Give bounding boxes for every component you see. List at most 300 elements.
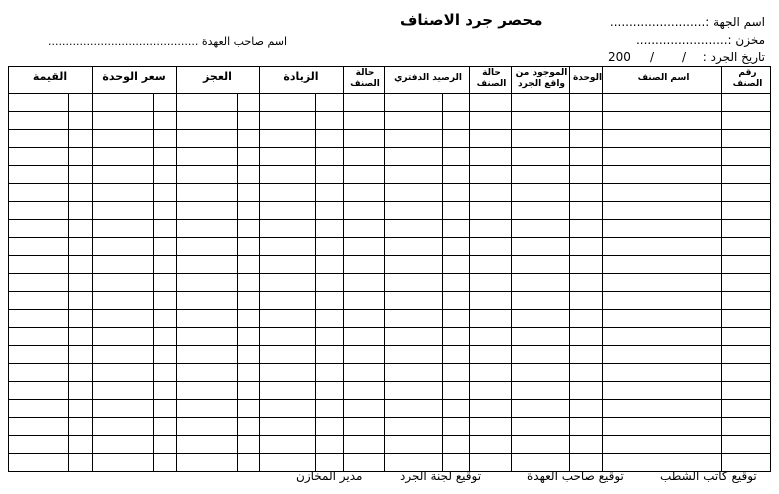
table-cell: [238, 220, 260, 238]
table-cell: [569, 94, 602, 112]
table-cell: [721, 130, 770, 148]
table-cell: [385, 310, 442, 328]
table-cell: [511, 274, 569, 292]
table-cell: [385, 166, 442, 184]
table-cell: [154, 310, 177, 328]
table-cell: [260, 400, 316, 418]
table-cell: [511, 346, 569, 364]
table-cell: [9, 256, 69, 274]
table-cell: [93, 382, 154, 400]
table-row: [9, 310, 771, 328]
table-cell: [721, 382, 770, 400]
table-cell: [177, 418, 238, 436]
table-cell: [385, 202, 442, 220]
table-cell: [177, 454, 238, 472]
table-cell: [69, 400, 93, 418]
table-cell: [511, 184, 569, 202]
table-cell: [9, 364, 69, 382]
table-cell: [177, 112, 238, 130]
table-cell: [602, 148, 721, 166]
table-cell: [469, 310, 511, 328]
table-cell: [344, 274, 385, 292]
table-cell: [260, 310, 316, 328]
table-cell: [177, 184, 238, 202]
table-cell: [93, 184, 154, 202]
table-cell: [602, 418, 721, 436]
signature-manager: مدير المخازن: [296, 469, 363, 483]
table-cell: [511, 382, 569, 400]
page-title: محصر جرد الاصناف: [400, 11, 543, 29]
col-header-item-name: اسم الصنف: [637, 73, 690, 83]
table-row: [9, 238, 771, 256]
table-cell: [93, 436, 154, 454]
table-cell: [260, 202, 316, 220]
signature-clerk: توقيع كاتب الشطب: [660, 469, 757, 483]
table-cell: [316, 346, 344, 364]
table-cell: [721, 148, 770, 166]
table-cell: [93, 166, 154, 184]
table-cell: [511, 310, 569, 328]
table-cell: [469, 166, 511, 184]
table-cell: [569, 418, 602, 436]
table-cell: [569, 238, 602, 256]
table-cell: [177, 238, 238, 256]
custody-owner-field: اسم صاحب العهدة ...........................................: [48, 35, 288, 48]
table-cell: [442, 130, 469, 148]
table-cell: [442, 238, 469, 256]
table-cell: [602, 436, 721, 454]
table-cell: [177, 436, 238, 454]
table-cell: [469, 274, 511, 292]
table-cell: [260, 292, 316, 310]
table-cell: [69, 256, 93, 274]
table-cell: [344, 364, 385, 382]
table-cell: [93, 238, 154, 256]
table-cell: [154, 166, 177, 184]
table-row: [9, 454, 771, 472]
table-cell: [385, 364, 442, 382]
table-cell: [469, 364, 511, 382]
table-cell: [569, 328, 602, 346]
table-cell: [511, 364, 569, 382]
table-cell: [569, 310, 602, 328]
table-cell: [602, 382, 721, 400]
table-cell: [511, 130, 569, 148]
table-cell: [344, 148, 385, 166]
table-cell: [260, 94, 316, 112]
table-cell: [442, 148, 469, 166]
table-cell: [721, 292, 770, 310]
table-cell: [721, 346, 770, 364]
table-cell: [602, 130, 721, 148]
table-cell: [442, 382, 469, 400]
table-cell: [721, 166, 770, 184]
table-cell: [569, 184, 602, 202]
table-cell: [93, 112, 154, 130]
table-cell: [238, 166, 260, 184]
table-cell: [469, 256, 511, 274]
table-cell: [9, 94, 69, 112]
table-cell: [9, 130, 69, 148]
table-cell: [602, 256, 721, 274]
table-cell: [385, 112, 442, 130]
table-cell: [569, 220, 602, 238]
col-header-value: القيمة: [32, 70, 68, 83]
table-cell: [442, 112, 469, 130]
table-cell: [602, 274, 721, 292]
table-cell: [721, 238, 770, 256]
table-cell: [385, 400, 442, 418]
table-cell: [316, 166, 344, 184]
table-cell: [9, 454, 69, 472]
table-cell: [385, 148, 442, 166]
table-cell: [721, 328, 770, 346]
table-cell: [93, 256, 154, 274]
table-cell: [385, 436, 442, 454]
table-cell: [154, 346, 177, 364]
table-cell: [385, 382, 442, 400]
table-cell: [154, 400, 177, 418]
table-cell: [344, 436, 385, 454]
table-cell: [316, 328, 344, 346]
table-cell: [260, 166, 316, 184]
table-cell: [442, 346, 469, 364]
col-header-unit-price: سعر الوحدة: [102, 70, 166, 83]
table-cell: [511, 202, 569, 220]
table-cell: [238, 310, 260, 328]
table-cell: [385, 274, 442, 292]
table-cell: [344, 328, 385, 346]
table-cell: [442, 436, 469, 454]
table-cell: [238, 202, 260, 220]
date-label: تاريخ الجرد :: [702, 50, 765, 64]
table-row: [9, 382, 771, 400]
table-cell: [385, 94, 442, 112]
table-cell: [238, 256, 260, 274]
table-cell: [93, 94, 154, 112]
table-cell: [260, 382, 316, 400]
table-row: [9, 220, 771, 238]
table-cell: [511, 418, 569, 436]
table-cell: [154, 184, 177, 202]
table-cell: [721, 112, 770, 130]
table-cell: [260, 220, 316, 238]
table-cell: [177, 130, 238, 148]
table-cell: [177, 256, 238, 274]
table-cell: [154, 292, 177, 310]
table-cell: [469, 238, 511, 256]
table-cell: [238, 346, 260, 364]
table-cell: [260, 346, 316, 364]
inventory-table: [8, 66, 771, 472]
table-cell: [238, 454, 260, 472]
col-header-item-status-1: حالة الصنف: [350, 68, 380, 89]
table-cell: [721, 256, 770, 274]
date-sep-1: /: [682, 50, 687, 64]
table-cell: [316, 274, 344, 292]
table-cell: [569, 382, 602, 400]
table-cell: [93, 400, 154, 418]
table-cell: [511, 436, 569, 454]
table-cell: [442, 256, 469, 274]
table-cell: [602, 328, 721, 346]
table-cell: [511, 292, 569, 310]
table-cell: [385, 346, 442, 364]
table-cell: [260, 364, 316, 382]
table-cell: [721, 184, 770, 202]
table-cell: [442, 328, 469, 346]
table-cell: [511, 112, 569, 130]
table-cell: [469, 292, 511, 310]
table-cell: [344, 382, 385, 400]
table-cell: [469, 400, 511, 418]
table-row: [9, 364, 771, 382]
table-cell: [316, 238, 344, 256]
table-row: [9, 346, 771, 364]
table-cell: [260, 256, 316, 274]
signature-custodian: توقيع صاحب العهدة: [527, 469, 624, 483]
table-cell: [344, 418, 385, 436]
table-cell: [602, 184, 721, 202]
table-cell: [177, 382, 238, 400]
col-header-item-status-2: حالة الصنف: [476, 68, 507, 89]
table-row: [9, 400, 771, 418]
table-cell: [602, 310, 721, 328]
table-cell: [602, 292, 721, 310]
table-cell: [93, 328, 154, 346]
table-cell: [177, 310, 238, 328]
table-cell: [177, 148, 238, 166]
table-row: [9, 256, 771, 274]
table-cell: [260, 148, 316, 166]
table-cell: [316, 364, 344, 382]
table-cell: [721, 274, 770, 292]
table-cell: [177, 292, 238, 310]
table-cell: [93, 202, 154, 220]
table-cell: [602, 238, 721, 256]
table-cell: [316, 418, 344, 436]
table-cell: [721, 436, 770, 454]
table-row: [9, 130, 771, 148]
table-cell: [602, 202, 721, 220]
table-cell: [385, 220, 442, 238]
table-cell: [385, 130, 442, 148]
table-cell: [69, 148, 93, 166]
table-cell: [569, 400, 602, 418]
date-year: 200: [608, 50, 631, 64]
table-cell: [69, 382, 93, 400]
table-cell: [69, 112, 93, 130]
table-cell: [602, 166, 721, 184]
table-cell: [9, 274, 69, 292]
table-cell: [260, 184, 316, 202]
col-header-found-actual: الموجود من واقع الجرد: [515, 68, 568, 89]
table-cell: [69, 130, 93, 148]
table-cell: [344, 112, 385, 130]
table-cell: [344, 310, 385, 328]
table-cell: [177, 274, 238, 292]
table-cell: [569, 112, 602, 130]
table-cell: [154, 364, 177, 382]
table-cell: [238, 184, 260, 202]
table-cell: [154, 274, 177, 292]
table-cell: [93, 310, 154, 328]
table-cell: [69, 274, 93, 292]
table-cell: [469, 436, 511, 454]
table-cell: [154, 94, 177, 112]
table-row: [9, 202, 771, 220]
table-cell: [238, 130, 260, 148]
table-cell: [316, 220, 344, 238]
table-cell: [69, 166, 93, 184]
table-cell: [469, 418, 511, 436]
table-cell: [344, 346, 385, 364]
table-cell: [344, 238, 385, 256]
table-cell: [344, 220, 385, 238]
table-cell: [344, 292, 385, 310]
table-cell: [469, 328, 511, 346]
table-cell: [69, 436, 93, 454]
table-cell: [344, 166, 385, 184]
table-cell: [602, 112, 721, 130]
table-cell: [442, 310, 469, 328]
table-cell: [385, 238, 442, 256]
table-cell: [316, 94, 344, 112]
table-cell: [344, 202, 385, 220]
table-cell: [569, 202, 602, 220]
table-cell: [154, 220, 177, 238]
table-cell: [9, 202, 69, 220]
table-cell: [316, 310, 344, 328]
table-cell: [602, 220, 721, 238]
table-cell: [385, 256, 442, 274]
table-cell: [511, 220, 569, 238]
table-cell: [721, 310, 770, 328]
table-cell: [260, 238, 316, 256]
table-cell: [238, 292, 260, 310]
table-cell: [442, 220, 469, 238]
table-cell: [177, 202, 238, 220]
table-cell: [154, 454, 177, 472]
table-cell: [9, 346, 69, 364]
table-row: [9, 436, 771, 454]
table-cell: [511, 148, 569, 166]
table-cell: [69, 328, 93, 346]
table-cell: [344, 184, 385, 202]
table-cell: [238, 364, 260, 382]
table-cell: [69, 346, 93, 364]
table-cell: [93, 130, 154, 148]
signature-committee: توقيع لجنة الجرد: [400, 469, 482, 483]
table-cell: [469, 184, 511, 202]
table-cell: [442, 202, 469, 220]
table-cell: [569, 364, 602, 382]
table-cell: [385, 418, 442, 436]
table-cell: [569, 346, 602, 364]
table-cell: [9, 220, 69, 238]
table-cell: [569, 148, 602, 166]
date-sep-2: /: [650, 50, 655, 64]
col-header-book-balance: الرصيد الدفتري: [394, 73, 462, 83]
table-row: [9, 148, 771, 166]
table-cell: [511, 238, 569, 256]
table-cell: [569, 130, 602, 148]
table-cell: [69, 238, 93, 256]
table-cell: [154, 418, 177, 436]
table-cell: [9, 418, 69, 436]
table-row: [9, 184, 771, 202]
table-cell: [721, 202, 770, 220]
table-cell: [442, 292, 469, 310]
table-cell: [344, 130, 385, 148]
table-cell: [442, 94, 469, 112]
table-cell: [316, 436, 344, 454]
inventory-table-body: [9, 67, 771, 472]
table-cell: [511, 94, 569, 112]
table-cell: [69, 454, 93, 472]
table-cell: [238, 436, 260, 454]
table-cell: [177, 166, 238, 184]
table-cell: [93, 148, 154, 166]
table-cell: [238, 328, 260, 346]
table-cell: [69, 418, 93, 436]
table-cell: [469, 148, 511, 166]
col-header-item-no: رقم الصنف: [732, 68, 763, 89]
table-cell: [344, 400, 385, 418]
table-cell: [238, 274, 260, 292]
table-cell: [385, 328, 442, 346]
col-header-deficit: العجز: [203, 70, 232, 83]
table-cell: [442, 166, 469, 184]
table-cell: [177, 94, 238, 112]
table-cell: [385, 184, 442, 202]
table-cell: [602, 364, 721, 382]
table-row: [9, 94, 771, 112]
table-cell: [385, 292, 442, 310]
table-cell: [9, 436, 69, 454]
table-cell: [469, 202, 511, 220]
table-cell: [260, 328, 316, 346]
table-cell: [316, 148, 344, 166]
table-cell: [93, 274, 154, 292]
table-cell: [469, 130, 511, 148]
table-cell: [154, 382, 177, 400]
table-cell: [316, 112, 344, 130]
table-cell: [177, 328, 238, 346]
table-cell: [9, 382, 69, 400]
table-cell: [9, 184, 69, 202]
table-cell: [177, 220, 238, 238]
table-cell: [511, 256, 569, 274]
table-cell: [442, 274, 469, 292]
table-cell: [154, 256, 177, 274]
table-cell: [569, 274, 602, 292]
table-cell: [154, 328, 177, 346]
table-cell: [469, 112, 511, 130]
table-cell: [316, 202, 344, 220]
table-cell: [344, 256, 385, 274]
table-cell: [469, 382, 511, 400]
table-cell: [721, 220, 770, 238]
table-cell: [154, 202, 177, 220]
store-field: مخزن :........................: [635, 33, 765, 47]
table-cell: [177, 346, 238, 364]
table-cell: [238, 112, 260, 130]
table-cell: [93, 220, 154, 238]
table-cell: [260, 274, 316, 292]
table-cell: [154, 238, 177, 256]
table-cell: [69, 220, 93, 238]
